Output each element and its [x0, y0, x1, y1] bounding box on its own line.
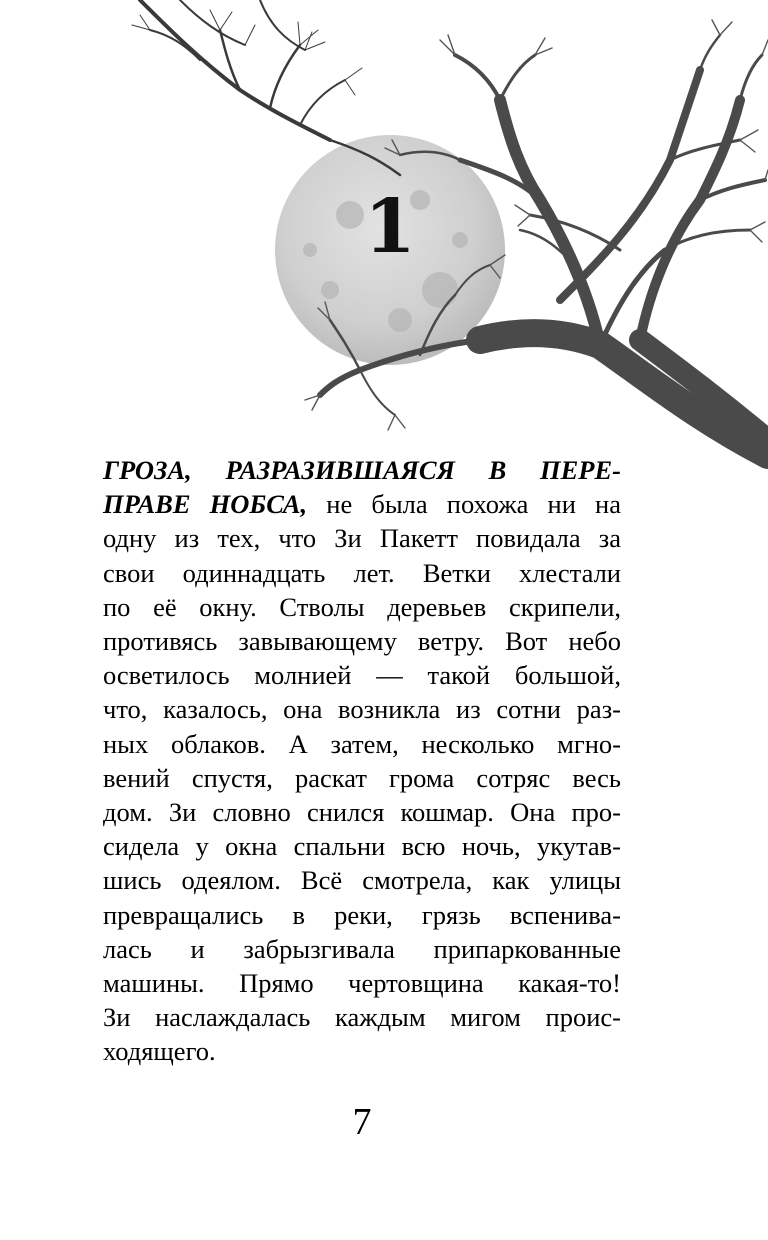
text-line: ходящего.	[103, 1036, 216, 1067]
text-line: превращались в реки, грязь вспенива-	[103, 899, 621, 930]
text-line: ПРАВЕ НОБСА, не была похожа ни на	[103, 489, 621, 520]
text-line: противясь завывающему ветру. Вот небо	[103, 626, 621, 657]
text-line: Зи наслаждалась каждым мигом проис-	[103, 1002, 621, 1033]
chapter-text	[103, 453, 621, 1069]
text-line: лась и забрызгивала припаркованные	[103, 933, 621, 964]
text-line: машины. Прямо чертовщина какая-то!	[103, 968, 621, 999]
text-line: одну из тех, что Зи Пакетт повидала за	[103, 523, 621, 554]
text-line: что, казалось, она возникла из сотни раз-	[103, 694, 621, 725]
chapter-number: 1	[364, 184, 416, 270]
text-line: ГРОЗА, РАЗРАЗИВШАЯСЯ В ПЕРЕ-	[103, 455, 621, 485]
page-number: 7	[352, 1101, 372, 1143]
text-line: осветилось молнией — такой большой,	[103, 660, 621, 691]
text-line: свои одиннадцать лет. Ветки хлестали	[103, 557, 621, 588]
text-line: по её окну. Стволы деревьев скрипели,	[103, 591, 621, 622]
text-line: ных облаков. А затем, несколько мгно-	[103, 728, 621, 759]
text-line: дом. Зи словно снился кошмар. Она про-	[103, 797, 621, 828]
text-line: шись одеялом. Всё смотрела, как улицы	[103, 865, 621, 896]
text-line: сидела у окна спальни всю ночь, укутав-	[103, 831, 621, 862]
text-line: вений спустя, раскат грома сотряс весь	[103, 762, 621, 793]
